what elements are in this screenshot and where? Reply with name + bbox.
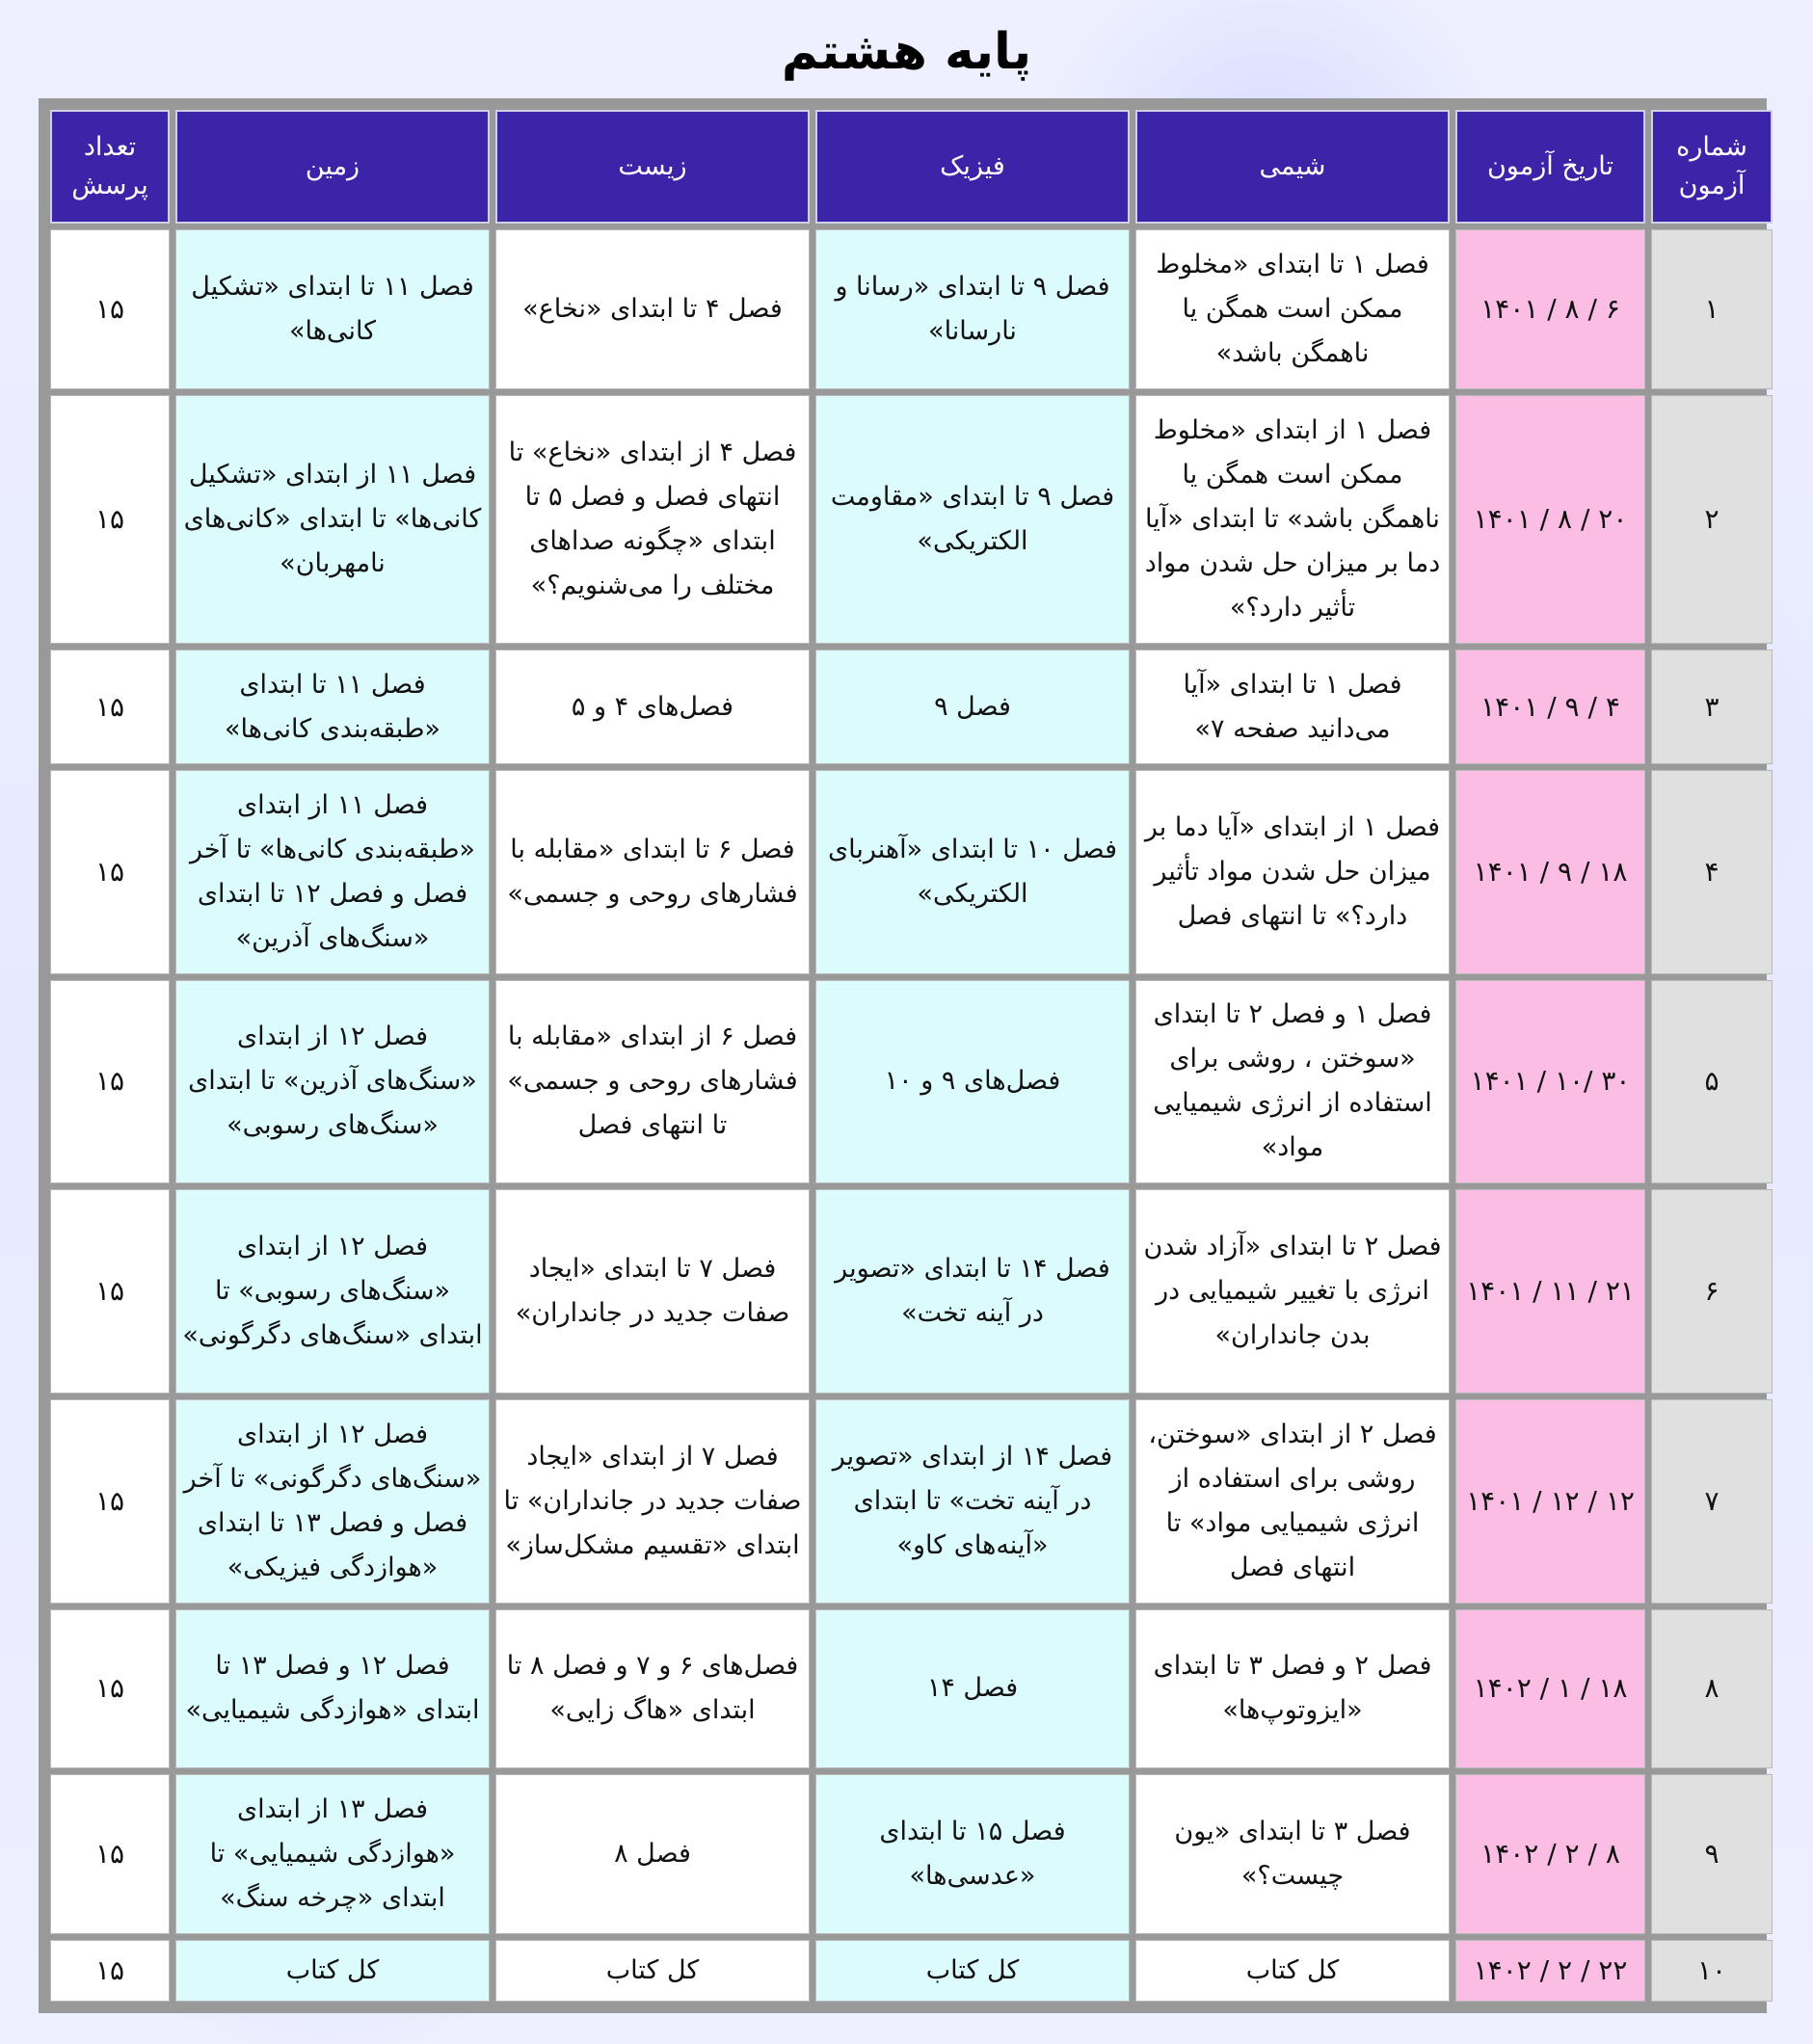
exam-number-cell: ۱۰ — [1651, 1940, 1773, 2002]
table-row — [50, 1189, 1773, 1394]
header-chemistry: شیمی — [1135, 110, 1450, 224]
physics-cell: فصل ۹ تا ابتدای «رسانا و نارسانا» — [815, 229, 1130, 389]
table-row — [50, 1609, 1773, 1769]
table-row — [50, 980, 1773, 1184]
page-title: پایه هشتم — [781, 23, 1032, 81]
physics-cell: فصل ۱۰ تا ابتدای «آهنربای الکتریکی» — [815, 770, 1130, 974]
exam-number-cell: ۸ — [1651, 1609, 1773, 1769]
chemistry-cell: فصل ۱ از ابتدای «مخلوط ممکن است همگن یا ناهمگن باشد» تا ابتدای «آیا دما بر میزان حل شدن مواد تأثیر دارد؟» — [1135, 395, 1450, 645]
table-row — [50, 395, 1773, 645]
chemistry-cell: فصل ۲ از ابتدای «سوختن، روشی برای استفاده از انرژی شیمیایی مواد» تا انتهای فصل — [1135, 1399, 1450, 1604]
exam-date-cell: ۲۰ / ۸ / ۱۴۰۱ — [1455, 395, 1645, 645]
biology-cell: فصل ۸ — [495, 1774, 810, 1934]
earth-cell: فصل ۱۲ از ابتدای «سنگ‌های دگرگونی» تا آخر فصل و فصل ۱۳ تا ابتدای «هوازدگی فیزیکی» — [175, 1399, 490, 1604]
earth-cell: فصل ۱۲ از ابتدای «سنگ‌های آذرین» تا ابتدای «سنگ‌های رسوبی» — [175, 980, 490, 1184]
exam-date-cell: ۲۲ / ۲ / ۱۴۰۲ — [1455, 1940, 1645, 2002]
earth-cell: فصل ۱۳ از ابتدای «هوازدگی شیمیایی» تا ابتدای «چرخه سنگ» — [175, 1774, 490, 1934]
exam-date-cell: ۶ / ۸ / ۱۴۰۱ — [1455, 229, 1645, 389]
chemistry-cell: فصل ۲ تا ابتدای «آزاد شدن انرژی با تغییر شیمیایی در بدن جانداران» — [1135, 1189, 1450, 1394]
table-row — [50, 1774, 1773, 1934]
physics-cell: فصل ۱۴ تا ابتدای «تصویر در آینه تخت» — [815, 1189, 1130, 1394]
question-count-cell: ۱۵ — [50, 650, 170, 763]
exam-number-cell: ۴ — [1651, 770, 1773, 974]
biology-cell: فصل ۶ از ابتدای «مقابله با فشارهای روحی و جسمی» تا انتهای فصل — [495, 980, 810, 1184]
exam-number-cell: ۲ — [1651, 395, 1773, 645]
question-count-cell: ۱۵ — [50, 1399, 170, 1604]
exam-date-cell: ۱۸ / ۱ / ۱۴۰۲ — [1455, 1609, 1645, 1769]
chemistry-cell: فصل ۳ تا ابتدای «یون چیست؟» — [1135, 1774, 1450, 1934]
question-count-cell: ۱۵ — [50, 1940, 170, 2002]
earth-cell: فصل ۱۱ از ابتدای «تشکیل کانی‌ها» تا ابتدای «کانی‌های نامهربان» — [175, 395, 490, 645]
biology-cell: فصل ۴ تا ابتدای «نخاع» — [495, 229, 810, 389]
exam-date-cell: ۳۰ /۱۰ / ۱۴۰۱ — [1455, 980, 1645, 1184]
header-physics: فیزیک — [815, 110, 1130, 224]
physics-cell: فصل‌های ۹ و ۱۰ — [815, 980, 1130, 1184]
chemistry-cell: فصل ۲ و فصل ۳ تا ابتدای «ایزوتوپ‌ها» — [1135, 1609, 1450, 1769]
biology-cell: فصل ۷ از ابتدای «ایجاد صفات جدید در جانداران» تا ابتدای «تقسیم مشکل‌ساز» — [495, 1399, 810, 1604]
biology-cell: فصل ۴ از ابتدای «نخاع» تا انتهای فصل و فصل ۵ تا ابتدای «چگونه صداهای مختلف را می‌شنویم؟» — [495, 395, 810, 645]
table-row — [50, 770, 1773, 974]
earth-cell: فصل ۱۱ از ابتدای «طبقه‌بندی کانی‌ها» تا آخر فصل و فصل ۱۲ تا ابتدای «سنگ‌های آذرین» — [175, 770, 490, 974]
table-row — [50, 1940, 1773, 2002]
exam-date-cell: ۱۸ / ۹ / ۱۴۰۱ — [1455, 770, 1645, 974]
exam-number-cell: ۷ — [1651, 1399, 1773, 1604]
biology-cell: کل کتاب — [495, 1940, 810, 2002]
physics-cell: فصل ۱۵ تا ابتدای «عدسی‌ها» — [815, 1774, 1130, 1934]
biology-cell: فصل ۶ تا ابتدای «مقابله با فشارهای روحی و جسمی» — [495, 770, 810, 974]
header-earth: زمین — [175, 110, 490, 224]
physics-cell: فصل ۹ — [815, 650, 1130, 763]
question-count-cell: ۱۵ — [50, 980, 170, 1184]
question-count-cell: ۱۵ — [50, 1189, 170, 1394]
question-count-cell: ۱۵ — [50, 395, 170, 645]
exam-date-cell: ۴ / ۹ / ۱۴۰۱ — [1455, 650, 1645, 763]
physics-cell: فصل ۹ تا ابتدای «مقاومت الکتریکی» — [815, 395, 1130, 645]
physics-cell: فصل ۱۴ از ابتدای «تصویر در آینه تخت» تا ابتدای «آینه‌های کاو» — [815, 1399, 1130, 1604]
earth-cell: کل کتاب — [175, 1940, 490, 2002]
question-count-cell: ۱۵ — [50, 229, 170, 389]
earth-cell: فصل ۱۱ تا ابتدای «طبقه‌بندی کانی‌ها» — [175, 650, 490, 763]
table-row — [50, 229, 1773, 389]
exam-number-cell: ۶ — [1651, 1189, 1773, 1394]
earth-cell: فصل ۱۱ تا ابتدای «تشکیل کانی‌ها» — [175, 229, 490, 389]
header-question-count: تعداد پرسش — [50, 110, 170, 224]
exam-number-cell: ۹ — [1651, 1774, 1773, 1934]
exam-number-cell: ۱ — [1651, 229, 1773, 389]
earth-cell: فصل ۱۲ و فصل ۱۳ تا ابتدای «هوازدگی شیمیایی» — [175, 1609, 490, 1769]
exam-date-cell: ۸ / ۲ / ۱۴۰۲ — [1455, 1774, 1645, 1934]
biology-cell: فصل ۷ تا ابتدای «ایجاد صفات جدید در جانداران» — [495, 1189, 810, 1394]
table-header-row — [50, 110, 1773, 224]
earth-cell: فصل ۱۲ از ابتدای «سنگ‌های رسوبی» تا ابتدای «سنگ‌های دگرگونی» — [175, 1189, 490, 1394]
exam-schedule-table — [44, 104, 1778, 2007]
question-count-cell: ۱۵ — [50, 1609, 170, 1769]
physics-cell: کل کتاب — [815, 1940, 1130, 2002]
chemistry-cell: کل کتاب — [1135, 1940, 1450, 2002]
chemistry-cell: فصل ۱ از ابتدای «آیا دما بر میزان حل شدن مواد تأثیر دارد؟» تا انتهای فصل — [1135, 770, 1450, 974]
chemistry-cell: فصل ۱ تا ابتدای «آیا می‌دانید صفحه ۷» — [1135, 650, 1450, 763]
exam-number-cell: ۳ — [1651, 650, 1773, 763]
biology-cell: فصل‌های ۴ و ۵ — [495, 650, 810, 763]
header-exam-number: شماره آزمون — [1651, 110, 1773, 224]
header-exam-date: تاریخ آزمون — [1455, 110, 1645, 224]
table-row — [50, 650, 1773, 763]
table-row — [50, 1399, 1773, 1604]
chemistry-cell: فصل ۱ تا ابتدای «مخلوط ممکن است همگن یا ناهمگن باشد» — [1135, 229, 1450, 389]
header-biology: زیست — [495, 110, 810, 224]
question-count-cell: ۱۵ — [50, 770, 170, 974]
exam-date-cell: ۲۱ / ۱۱ / ۱۴۰۱ — [1455, 1189, 1645, 1394]
exam-schedule-frame — [39, 98, 1767, 2013]
chemistry-cell: فصل ۱ و فصل ۲ تا ابتدای «سوختن ، روشی برای استفاده از انرژی شیمیایی مواد» — [1135, 980, 1450, 1184]
exam-date-cell: ۱۲ / ۱۲ / ۱۴۰۱ — [1455, 1399, 1645, 1604]
exam-number-cell: ۵ — [1651, 980, 1773, 1184]
physics-cell: فصل ۱۴ — [815, 1609, 1130, 1769]
question-count-cell: ۱۵ — [50, 1774, 170, 1934]
biology-cell: فصل‌های ۶ و ۷ و فصل ۸ تا ابتدای «هاگ زایی» — [495, 1609, 810, 1769]
